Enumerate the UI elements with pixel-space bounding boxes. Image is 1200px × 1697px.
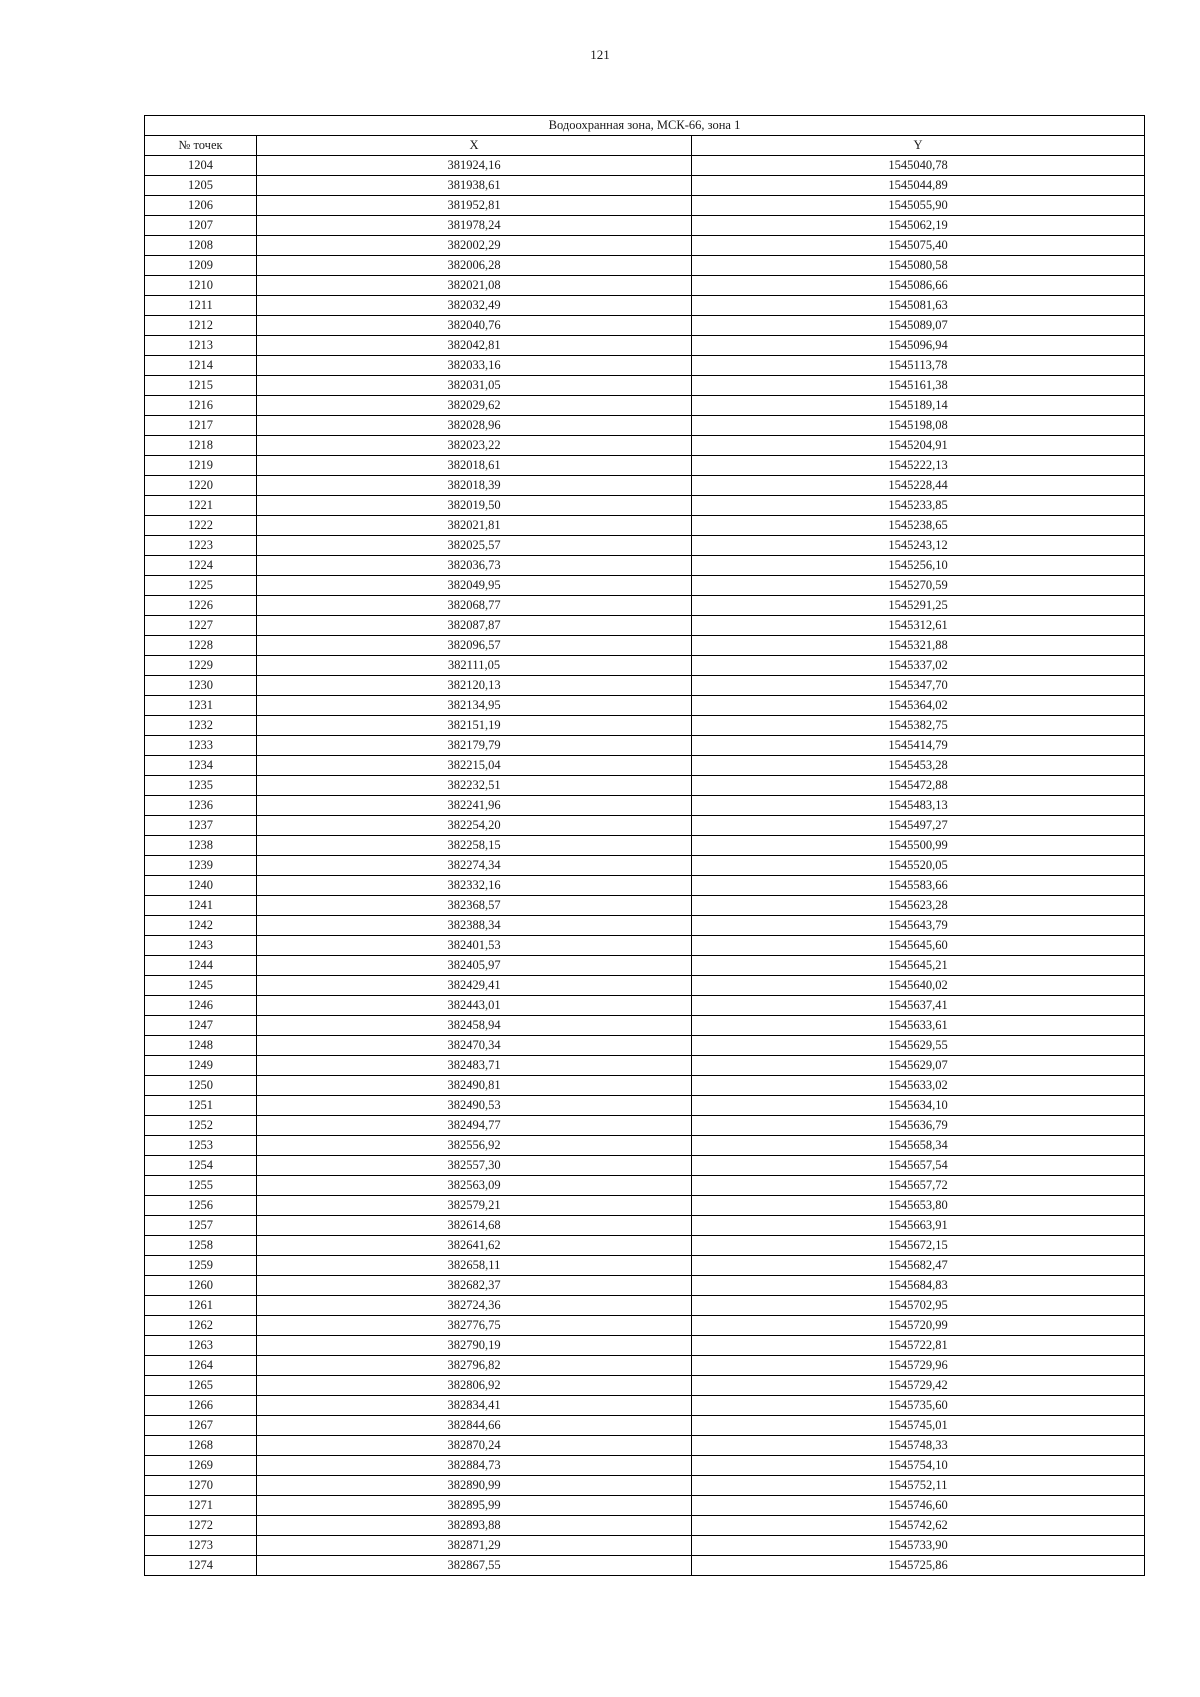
y-coordinate-cell: 1545748,33 [692,1436,1145,1456]
table-row [145,596,1145,616]
y-coordinate-cell: 1545643,79 [692,916,1145,936]
x-coordinate-cell: 382556,92 [257,1136,692,1156]
point-number-cell: 1251 [145,1096,257,1116]
x-coordinate-cell: 382021,81 [257,516,692,536]
point-number-cell: 1269 [145,1456,257,1476]
y-coordinate-cell: 1545161,38 [692,376,1145,396]
table-row [145,1436,1145,1456]
x-coordinate-cell: 382458,94 [257,1016,692,1036]
y-coordinate-cell: 1545364,02 [692,696,1145,716]
x-coordinate-cell: 382579,21 [257,1196,692,1216]
table-row [145,1016,1145,1036]
table-row [145,1536,1145,1556]
table-row [145,196,1145,216]
x-coordinate-cell: 382401,53 [257,936,692,956]
table-row [145,1496,1145,1516]
x-coordinate-cell: 382494,77 [257,1116,692,1136]
y-coordinate-cell: 1545733,90 [692,1536,1145,1556]
point-number-cell: 1212 [145,316,257,336]
y-coordinate-cell: 1545113,78 [692,356,1145,376]
table-row [145,1376,1145,1396]
x-coordinate-cell: 382033,16 [257,356,692,376]
x-coordinate-cell: 381978,24 [257,216,692,236]
point-number-cell: 1257 [145,1216,257,1236]
y-coordinate-cell: 1545075,40 [692,236,1145,256]
y-coordinate-cell: 1545243,12 [692,536,1145,556]
point-number-cell: 1256 [145,1196,257,1216]
x-coordinate-cell: 382025,57 [257,536,692,556]
y-coordinate-cell: 1545189,14 [692,396,1145,416]
x-coordinate-cell: 382614,68 [257,1216,692,1236]
table-row [145,776,1145,796]
y-coordinate-cell: 1545055,90 [692,196,1145,216]
y-coordinate-cell: 1545291,25 [692,596,1145,616]
x-coordinate-cell: 382834,41 [257,1396,692,1416]
x-coordinate-cell: 382241,96 [257,796,692,816]
x-coordinate-cell: 382871,29 [257,1536,692,1556]
point-number-cell: 1222 [145,516,257,536]
table-row [145,916,1145,936]
x-coordinate-cell: 382405,97 [257,956,692,976]
table-caption-row [145,116,1145,136]
table-row [145,1456,1145,1476]
point-number-cell: 1255 [145,1176,257,1196]
x-coordinate-cell: 382023,22 [257,436,692,456]
x-coordinate-cell: 382232,51 [257,776,692,796]
point-number-cell: 1258 [145,1236,257,1256]
table-row [145,496,1145,516]
point-number-cell: 1236 [145,796,257,816]
x-coordinate-cell: 382031,05 [257,376,692,396]
y-coordinate-cell: 1545745,01 [692,1416,1145,1436]
y-coordinate-cell: 1545086,66 [692,276,1145,296]
table-row [145,896,1145,916]
point-number-cell: 1260 [145,1276,257,1296]
point-number-cell: 1210 [145,276,257,296]
table-row [145,216,1145,236]
table-row [145,1276,1145,1296]
table-row [145,676,1145,696]
point-number-cell: 1230 [145,676,257,696]
table-row [145,1176,1145,1196]
y-coordinate-cell: 1545222,13 [692,456,1145,476]
x-coordinate-cell: 382388,34 [257,916,692,936]
point-number-cell: 1233 [145,736,257,756]
point-number-cell: 1206 [145,196,257,216]
point-number-cell: 1229 [145,656,257,676]
x-coordinate-cell: 382429,41 [257,976,692,996]
point-number-cell: 1253 [145,1136,257,1156]
x-coordinate-cell: 381924,16 [257,156,692,176]
x-coordinate-cell: 382557,30 [257,1156,692,1176]
point-number-cell: 1250 [145,1076,257,1096]
x-coordinate-cell: 382332,16 [257,876,692,896]
y-coordinate-cell: 1545729,42 [692,1376,1145,1396]
point-number-cell: 1245 [145,976,257,996]
y-coordinate-cell: 1545382,75 [692,716,1145,736]
x-coordinate-cell: 382870,24 [257,1436,692,1456]
point-number-cell: 1271 [145,1496,257,1516]
point-number-cell: 1217 [145,416,257,436]
table-row [145,616,1145,636]
table-row [145,1476,1145,1496]
y-coordinate-cell: 1545735,60 [692,1396,1145,1416]
point-number-cell: 1215 [145,376,257,396]
x-coordinate-cell: 382040,76 [257,316,692,336]
table-row [145,536,1145,556]
table-row [145,476,1145,496]
y-coordinate-cell: 1545081,63 [692,296,1145,316]
x-coordinate-cell: 382490,53 [257,1096,692,1116]
y-coordinate-cell: 1545629,55 [692,1036,1145,1056]
y-coordinate-cell: 1545633,02 [692,1076,1145,1096]
table-row [145,876,1145,896]
point-number-cell: 1219 [145,456,257,476]
point-number-cell: 1241 [145,896,257,916]
table-row [145,1156,1145,1176]
point-number-cell: 1243 [145,936,257,956]
x-coordinate-cell: 382002,29 [257,236,692,256]
point-number-cell: 1264 [145,1356,257,1376]
x-coordinate-cell: 382682,37 [257,1276,692,1296]
table-row [145,236,1145,256]
header-y: Y [692,136,1145,156]
x-coordinate-cell: 382134,95 [257,696,692,716]
y-coordinate-cell: 1545238,65 [692,516,1145,536]
x-coordinate-cell: 382254,20 [257,816,692,836]
y-coordinate-cell: 1545658,34 [692,1136,1145,1156]
y-coordinate-cell: 1545645,21 [692,956,1145,976]
point-number-cell: 1224 [145,556,257,576]
y-coordinate-cell: 1545657,54 [692,1156,1145,1176]
x-coordinate-cell: 382274,34 [257,856,692,876]
table-row [145,956,1145,976]
y-coordinate-cell: 1545645,60 [692,936,1145,956]
y-coordinate-cell: 1545337,02 [692,656,1145,676]
table-row [145,796,1145,816]
y-coordinate-cell: 1545256,10 [692,556,1145,576]
table-row [145,416,1145,436]
point-number-cell: 1270 [145,1476,257,1496]
table-row [145,1136,1145,1156]
y-coordinate-cell: 1545720,99 [692,1316,1145,1336]
y-coordinate-cell: 1545062,19 [692,216,1145,236]
x-coordinate-cell: 382120,13 [257,676,692,696]
point-number-cell: 1231 [145,696,257,716]
point-number-cell: 1228 [145,636,257,656]
y-coordinate-cell: 1545096,94 [692,336,1145,356]
table-row [145,1096,1145,1116]
y-coordinate-cell: 1545500,99 [692,836,1145,856]
point-number-cell: 1205 [145,176,257,196]
point-number-cell: 1208 [145,236,257,256]
x-coordinate-cell: 382019,50 [257,496,692,516]
point-number-cell: 1262 [145,1316,257,1336]
table-row [145,716,1145,736]
point-number-cell: 1223 [145,536,257,556]
y-coordinate-cell: 1545653,80 [692,1196,1145,1216]
table-row [145,256,1145,276]
table-row [145,1556,1145,1576]
table-row [145,296,1145,316]
table-row [145,636,1145,656]
y-coordinate-cell: 1545270,59 [692,576,1145,596]
y-coordinate-cell: 1545663,91 [692,1216,1145,1236]
table-row [145,1036,1145,1056]
point-number-cell: 1209 [145,256,257,276]
point-number-cell: 1235 [145,776,257,796]
table-body [145,156,1145,1576]
y-coordinate-cell: 1545742,62 [692,1516,1145,1536]
table-row [145,816,1145,836]
table-row [145,156,1145,176]
point-number-cell: 1214 [145,356,257,376]
table-row [145,1116,1145,1136]
y-coordinate-cell: 1545414,79 [692,736,1145,756]
x-coordinate-cell: 382215,04 [257,756,692,776]
table-row [145,696,1145,716]
y-coordinate-cell: 1545623,28 [692,896,1145,916]
x-coordinate-cell: 382029,62 [257,396,692,416]
table-row [145,176,1145,196]
x-coordinate-cell: 382490,81 [257,1076,692,1096]
x-coordinate-cell: 382884,73 [257,1456,692,1476]
y-coordinate-cell: 1545640,02 [692,976,1145,996]
coordinates-table [144,115,1145,1576]
table-row [145,436,1145,456]
point-number-cell: 1263 [145,1336,257,1356]
y-coordinate-cell: 1545746,60 [692,1496,1145,1516]
point-number-cell: 1244 [145,956,257,976]
point-number-cell: 1238 [145,836,257,856]
point-number-cell: 1247 [145,1016,257,1036]
table-row [145,276,1145,296]
point-number-cell: 1254 [145,1156,257,1176]
x-coordinate-cell: 382018,39 [257,476,692,496]
table-row [145,1336,1145,1356]
table-row [145,1416,1145,1436]
point-number-cell: 1248 [145,1036,257,1056]
point-number-cell: 1246 [145,996,257,1016]
x-coordinate-cell: 382018,61 [257,456,692,476]
table-header-row [145,136,1145,156]
point-number-cell: 1237 [145,816,257,836]
table-row [145,516,1145,536]
page-number: 121 [590,47,610,62]
x-coordinate-cell: 382658,11 [257,1256,692,1276]
y-coordinate-cell: 1545483,13 [692,796,1145,816]
y-coordinate-cell: 1545633,61 [692,1016,1145,1036]
table-row [145,396,1145,416]
y-coordinate-cell: 1545198,08 [692,416,1145,436]
y-coordinate-cell: 1545702,95 [692,1296,1145,1316]
point-number-cell: 1267 [145,1416,257,1436]
point-number-cell: 1232 [145,716,257,736]
x-coordinate-cell: 382258,15 [257,836,692,856]
point-number-cell: 1274 [145,1556,257,1576]
table-row [145,1396,1145,1416]
point-number-cell: 1225 [145,576,257,596]
x-coordinate-cell: 382179,79 [257,736,692,756]
x-coordinate-cell: 382724,36 [257,1296,692,1316]
table-row [145,736,1145,756]
table-row [145,1296,1145,1316]
point-number-cell: 1249 [145,1056,257,1076]
table-caption: Водоохранная зона, МСК-66, зона 1 [145,116,1145,136]
x-coordinate-cell: 382068,77 [257,596,692,616]
table-row [145,376,1145,396]
table-row [145,1076,1145,1096]
table-row [145,1196,1145,1216]
y-coordinate-cell: 1545312,61 [692,616,1145,636]
header-point-number: № точек [145,136,257,156]
x-coordinate-cell: 382443,01 [257,996,692,1016]
y-coordinate-cell: 1545520,05 [692,856,1145,876]
y-coordinate-cell: 1545657,72 [692,1176,1145,1196]
y-coordinate-cell: 1545672,15 [692,1236,1145,1256]
y-coordinate-cell: 1545634,10 [692,1096,1145,1116]
x-coordinate-cell: 382806,92 [257,1376,692,1396]
table-row [145,1236,1145,1256]
x-coordinate-cell: 382032,49 [257,296,692,316]
x-coordinate-cell: 382021,08 [257,276,692,296]
x-coordinate-cell: 382483,71 [257,1056,692,1076]
x-coordinate-cell: 382087,87 [257,616,692,636]
point-number-cell: 1266 [145,1396,257,1416]
y-coordinate-cell: 1545682,47 [692,1256,1145,1276]
point-number-cell: 1252 [145,1116,257,1136]
x-coordinate-cell: 382796,82 [257,1356,692,1376]
x-coordinate-cell: 382006,28 [257,256,692,276]
y-coordinate-cell: 1545725,86 [692,1556,1145,1576]
x-coordinate-cell: 382790,19 [257,1336,692,1356]
x-coordinate-cell: 382563,09 [257,1176,692,1196]
x-coordinate-cell: 382844,66 [257,1416,692,1436]
y-coordinate-cell: 1545684,83 [692,1276,1145,1296]
point-number-cell: 1204 [145,156,257,176]
point-number-cell: 1239 [145,856,257,876]
x-coordinate-cell: 382867,55 [257,1556,692,1576]
x-coordinate-cell: 382111,05 [257,656,692,676]
point-number-cell: 1265 [145,1376,257,1396]
table-row [145,1316,1145,1336]
point-number-cell: 1220 [145,476,257,496]
table-row [145,656,1145,676]
x-coordinate-cell: 382028,96 [257,416,692,436]
y-coordinate-cell: 1545044,89 [692,176,1145,196]
point-number-cell: 1227 [145,616,257,636]
point-number-cell: 1261 [145,1296,257,1316]
point-number-cell: 1259 [145,1256,257,1276]
y-coordinate-cell: 1545347,70 [692,676,1145,696]
point-number-cell: 1240 [145,876,257,896]
table-row [145,356,1145,376]
table-row [145,836,1145,856]
table-row [145,556,1145,576]
x-coordinate-cell: 382042,81 [257,336,692,356]
table-row [145,1216,1145,1236]
point-number-cell: 1213 [145,336,257,356]
point-number-cell: 1221 [145,496,257,516]
x-coordinate-cell: 382096,57 [257,636,692,656]
y-coordinate-cell: 1545321,88 [692,636,1145,656]
table-row [145,316,1145,336]
x-coordinate-cell: 382368,57 [257,896,692,916]
table-row [145,756,1145,776]
point-number-cell: 1242 [145,916,257,936]
y-coordinate-cell: 1545497,27 [692,816,1145,836]
x-coordinate-cell: 381952,81 [257,196,692,216]
x-coordinate-cell: 382151,19 [257,716,692,736]
x-coordinate-cell: 382893,88 [257,1516,692,1536]
point-number-cell: 1216 [145,396,257,416]
y-coordinate-cell: 1545636,79 [692,1116,1145,1136]
x-coordinate-cell: 382895,99 [257,1496,692,1516]
table-row [145,936,1145,956]
x-coordinate-cell: 382470,34 [257,1036,692,1056]
point-number-cell: 1234 [145,756,257,776]
table-row [145,976,1145,996]
point-number-cell: 1207 [145,216,257,236]
point-number-cell: 1218 [145,436,257,456]
y-coordinate-cell: 1545080,58 [692,256,1145,276]
y-coordinate-cell: 1545629,07 [692,1056,1145,1076]
y-coordinate-cell: 1545754,10 [692,1456,1145,1476]
y-coordinate-cell: 1545233,85 [692,496,1145,516]
y-coordinate-cell: 1545453,28 [692,756,1145,776]
y-coordinate-cell: 1545637,41 [692,996,1145,1016]
x-coordinate-cell: 382776,75 [257,1316,692,1336]
x-coordinate-cell: 382890,99 [257,1476,692,1496]
table-row [145,336,1145,356]
x-coordinate-cell: 382049,95 [257,576,692,596]
y-coordinate-cell: 1545722,81 [692,1336,1145,1356]
table-row [145,996,1145,1016]
table-row [145,1056,1145,1076]
y-coordinate-cell: 1545228,44 [692,476,1145,496]
point-number-cell: 1268 [145,1436,257,1456]
point-number-cell: 1226 [145,596,257,616]
table-row [145,1516,1145,1536]
x-coordinate-cell: 381938,61 [257,176,692,196]
table-row [145,456,1145,476]
y-coordinate-cell: 1545583,66 [692,876,1145,896]
y-coordinate-cell: 1545729,96 [692,1356,1145,1376]
y-coordinate-cell: 1545089,07 [692,316,1145,336]
y-coordinate-cell: 1545040,78 [692,156,1145,176]
header-x: X [257,136,692,156]
point-number-cell: 1273 [145,1536,257,1556]
point-number-cell: 1272 [145,1516,257,1536]
table-row [145,1256,1145,1276]
y-coordinate-cell: 1545472,88 [692,776,1145,796]
x-coordinate-cell: 382641,62 [257,1236,692,1256]
table-row [145,576,1145,596]
y-coordinate-cell: 1545204,91 [692,436,1145,456]
table-row [145,856,1145,876]
x-coordinate-cell: 382036,73 [257,556,692,576]
point-number-cell: 1211 [145,296,257,316]
y-coordinate-cell: 1545752,11 [692,1476,1145,1496]
table-row [145,1356,1145,1376]
